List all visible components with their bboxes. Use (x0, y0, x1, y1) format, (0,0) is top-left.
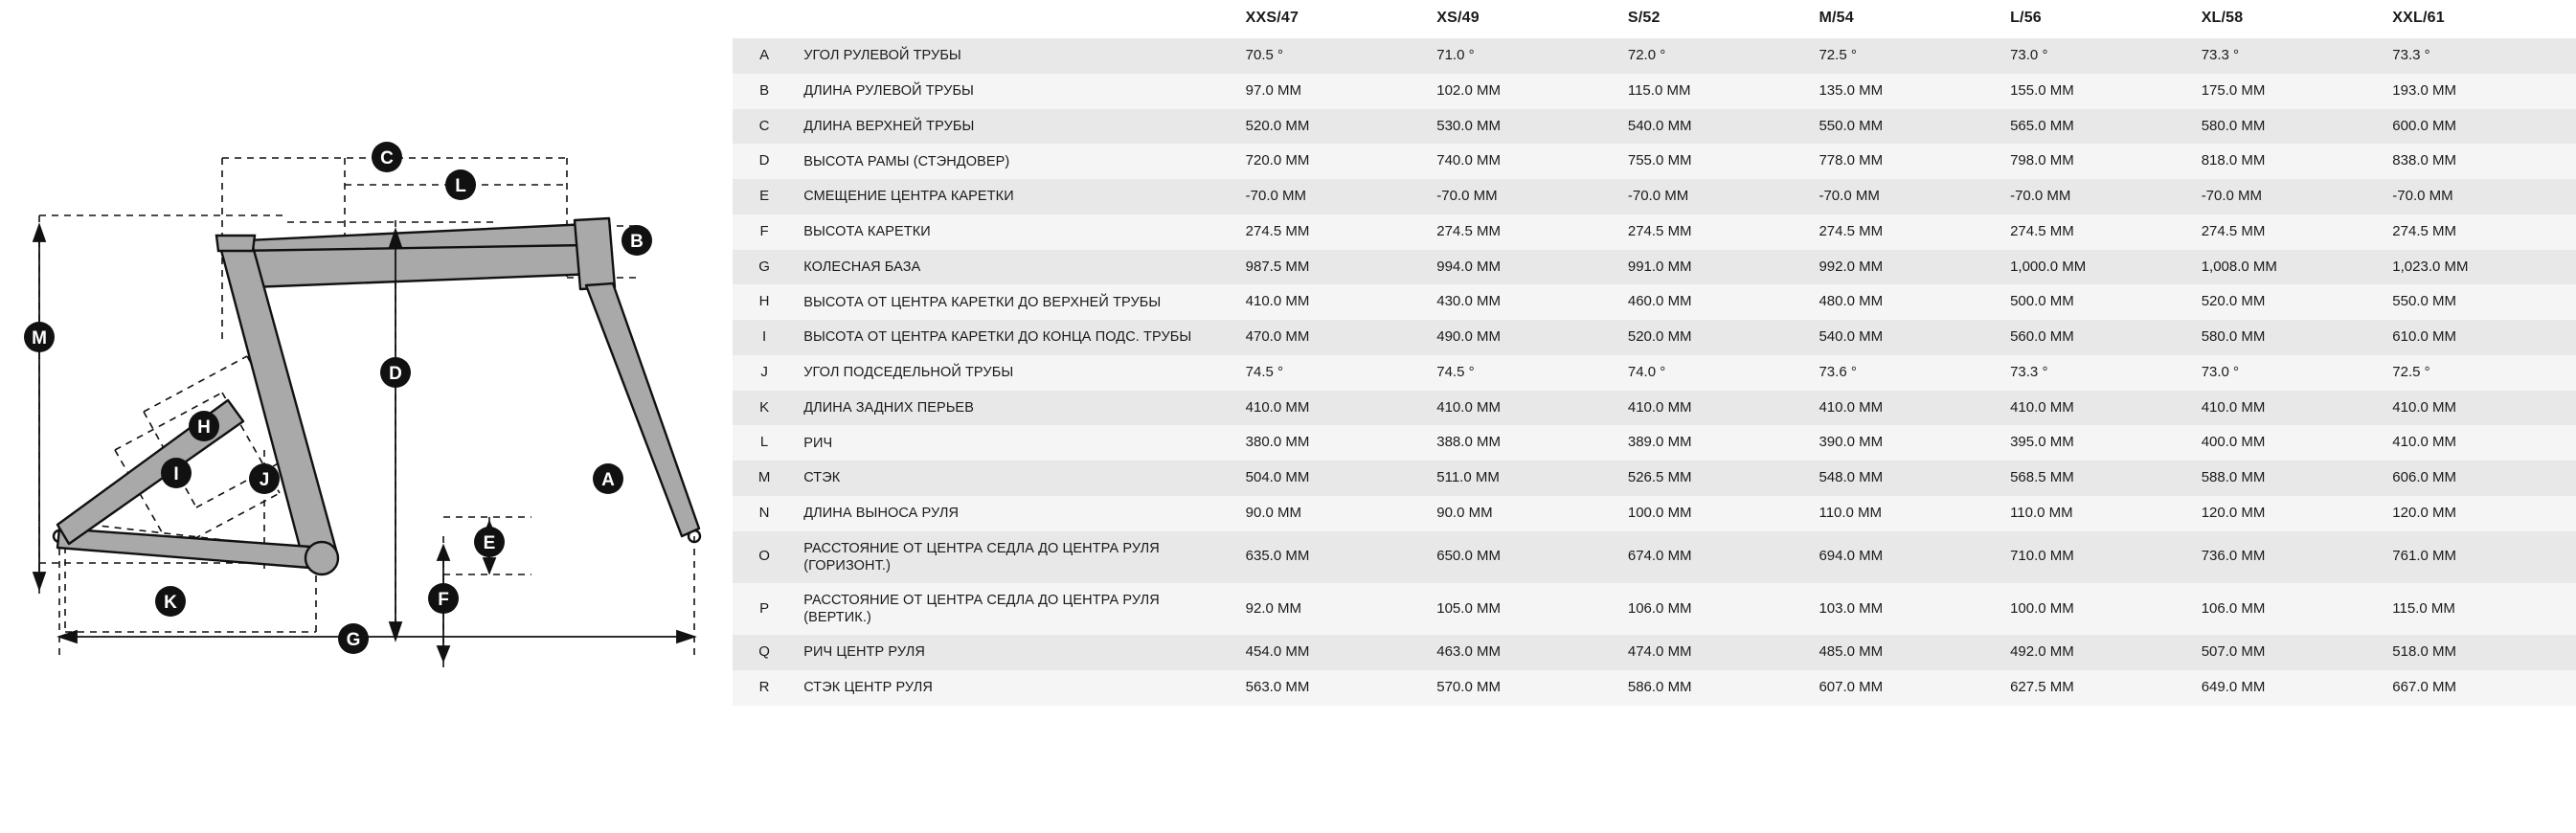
cell-l56: 565.0 ММ (2002, 109, 2194, 145)
table-body (733, 38, 2576, 706)
cell-xxl61: 120.0 ММ (2384, 496, 2576, 531)
table-row (733, 583, 2576, 635)
row-label: ВЫСОТА ОТ ЦЕНТРА КАРЕТКИ ДО КОНЦА ПОДС. ТРУБЫ (796, 320, 1237, 355)
table-row (733, 635, 2576, 670)
cell-xl58: 410.0 ММ (2194, 391, 2385, 426)
cell-xxl61: 838.0 ММ (2384, 144, 2576, 179)
badge-D (380, 357, 411, 388)
cell-xxs47: 470.0 ММ (1238, 320, 1430, 355)
cell-xs49: 388.0 ММ (1429, 425, 1620, 461)
badge-E (474, 527, 505, 557)
cell-xxl61: 274.5 ММ (2384, 214, 2576, 250)
cell-xxs47: 74.5 ° (1238, 355, 1430, 391)
cell-l56: 492.0 ММ (2002, 635, 2194, 670)
cell-xs49: 71.0 ° (1429, 38, 1620, 74)
cell-l56: 1,000.0 ММ (2002, 250, 2194, 285)
header-label (796, 0, 1237, 38)
cell-s52: 991.0 ММ (1620, 250, 1812, 285)
row-letter: K (733, 391, 796, 426)
row-label: ДЛИНА ВЕРХНЕЙ ТРУБЫ (796, 109, 1237, 145)
header-size-m54: M/54 (1811, 0, 2002, 38)
table-row (733, 531, 2576, 583)
row-label: СТЭК ЦЕНТР РУЛЯ (796, 670, 1237, 706)
row-letter: I (733, 320, 796, 355)
cell-xxs47: 274.5 ММ (1238, 214, 1430, 250)
badge-H (189, 411, 219, 441)
table-row (733, 320, 2576, 355)
cell-xxl61: 193.0 ММ (2384, 74, 2576, 109)
cell-l56: 410.0 ММ (2002, 391, 2194, 426)
svg-text:M: M (32, 328, 47, 349)
cell-xs49: 105.0 ММ (1429, 583, 1620, 635)
table-header (733, 0, 2576, 38)
frame-diagram-panel (0, 0, 733, 833)
frame-geometry-diagram (0, 0, 733, 833)
cell-m54: 480.0 ММ (1811, 284, 2002, 320)
cell-xl58: 106.0 ММ (2194, 583, 2385, 635)
cell-xxl61: 410.0 ММ (2384, 391, 2576, 426)
table-row (733, 284, 2576, 320)
cell-m54: 992.0 ММ (1811, 250, 2002, 285)
cell-m54: 548.0 ММ (1811, 461, 2002, 496)
cell-xxl61: 73.3 ° (2384, 38, 2576, 74)
cell-xl58: 649.0 ММ (2194, 670, 2385, 706)
cell-xxl61: 550.0 ММ (2384, 284, 2576, 320)
cell-xl58: 507.0 ММ (2194, 635, 2385, 670)
cell-xs49: -70.0 ММ (1429, 179, 1620, 214)
svg-text:D: D (389, 364, 402, 384)
svg-text:G: G (346, 630, 361, 650)
cell-m54: 778.0 ММ (1811, 144, 2002, 179)
cell-xl58: 175.0 ММ (2194, 74, 2385, 109)
cell-xl58: -70.0 ММ (2194, 179, 2385, 214)
row-letter: C (733, 109, 796, 145)
table-row (733, 355, 2576, 391)
cell-xl58: 274.5 ММ (2194, 214, 2385, 250)
cell-s52: 74.0 ° (1620, 355, 1812, 391)
cell-l56: 274.5 ММ (2002, 214, 2194, 250)
row-label: СТЭК (796, 461, 1237, 496)
row-letter: H (733, 284, 796, 320)
cell-xl58: 588.0 ММ (2194, 461, 2385, 496)
cell-xxl61: 610.0 ММ (2384, 320, 2576, 355)
cell-l56: 73.3 ° (2002, 355, 2194, 391)
cell-s52: 389.0 ММ (1620, 425, 1812, 461)
cell-xxl61: 1,023.0 ММ (2384, 250, 2576, 285)
row-label: ДЛИНА ЗАДНИХ ПЕРЬЕВ (796, 391, 1237, 426)
cell-xxs47: 97.0 ММ (1238, 74, 1430, 109)
svg-text:L: L (455, 176, 466, 196)
cell-xxs47: 635.0 ММ (1238, 531, 1430, 583)
row-label: РИЧ (796, 425, 1237, 461)
cell-xxl61: 600.0 ММ (2384, 109, 2576, 145)
cell-m54: -70.0 ММ (1811, 179, 2002, 214)
cell-l56: 568.5 ММ (2002, 461, 2194, 496)
cell-m54: 110.0 ММ (1811, 496, 2002, 531)
cell-l56: 798.0 ММ (2002, 144, 2194, 179)
badge-K (155, 586, 186, 617)
cell-l56: 627.5 ММ (2002, 670, 2194, 706)
header-row (733, 0, 2576, 38)
row-label: УГОЛ РУЛЕВОЙ ТРУБЫ (796, 38, 1237, 74)
row-letter: N (733, 496, 796, 531)
row-letter: Q (733, 635, 796, 670)
row-letter: E (733, 179, 796, 214)
cell-s52: 460.0 ММ (1620, 284, 1812, 320)
header-size-s52: S/52 (1620, 0, 1812, 38)
cell-l56: 110.0 ММ (2002, 496, 2194, 531)
cell-xxs47: 380.0 ММ (1238, 425, 1430, 461)
row-label: РИЧ ЦЕНТР РУЛЯ (796, 635, 1237, 670)
cell-s52: 674.0 ММ (1620, 531, 1812, 583)
row-letter: L (733, 425, 796, 461)
badge-M (24, 322, 55, 352)
table-row (733, 496, 2576, 531)
badge-I (161, 458, 192, 488)
cell-m54: 103.0 ММ (1811, 583, 2002, 635)
badge-C (372, 142, 402, 172)
row-label: ВЫСОТА РАМЫ (СТЭНДОВЕР) (796, 144, 1237, 179)
row-label: РАССТОЯНИЕ ОТ ЦЕНТРА СЕДЛА ДО ЦЕНТРА РУЛЯ (ВЕРТИК.) (796, 583, 1237, 635)
cell-xxl61: 606.0 ММ (2384, 461, 2576, 496)
cell-s52: 526.5 ММ (1620, 461, 1812, 496)
table-row (733, 214, 2576, 250)
badge-L (445, 169, 476, 200)
cell-xxs47: 90.0 ММ (1238, 496, 1430, 531)
table-row (733, 109, 2576, 145)
cell-s52: 586.0 ММ (1620, 670, 1812, 706)
geometry-table-panel (733, 0, 2576, 833)
frame-silhouette (57, 218, 699, 574)
cell-xl58: 520.0 ММ (2194, 284, 2385, 320)
cell-xxs47: 70.5 ° (1238, 38, 1430, 74)
cell-m54: 540.0 ММ (1811, 320, 2002, 355)
table-row (733, 38, 2576, 74)
cell-xxs47: 520.0 ММ (1238, 109, 1430, 145)
row-letter: R (733, 670, 796, 706)
cell-xs49: 463.0 ММ (1429, 635, 1620, 670)
cell-xl58: 120.0 ММ (2194, 496, 2385, 531)
svg-text:I: I (173, 464, 179, 484)
cell-l56: 100.0 ММ (2002, 583, 2194, 635)
cell-s52: 106.0 ММ (1620, 583, 1812, 635)
svg-text:J: J (259, 470, 270, 490)
header-size-xxl61: XXL/61 (2384, 0, 2576, 38)
table-row (733, 74, 2576, 109)
cell-xs49: 274.5 ММ (1429, 214, 1620, 250)
svg-text:B: B (630, 232, 644, 252)
svg-text:A: A (601, 470, 615, 490)
cell-xl58: 1,008.0 ММ (2194, 250, 2385, 285)
cell-m54: 694.0 ММ (1811, 531, 2002, 583)
cell-xs49: 430.0 ММ (1429, 284, 1620, 320)
cell-s52: 115.0 ММ (1620, 74, 1812, 109)
cell-xxs47: 92.0 ММ (1238, 583, 1430, 635)
cell-xxl61: 518.0 ММ (2384, 635, 2576, 670)
row-letter: F (733, 214, 796, 250)
row-label: ВЫСОТА КАРЕТКИ (796, 214, 1237, 250)
cell-l56: 155.0 ММ (2002, 74, 2194, 109)
cell-l56: -70.0 ММ (2002, 179, 2194, 214)
cell-xxl61: 410.0 ММ (2384, 425, 2576, 461)
table-row (733, 179, 2576, 214)
cell-m54: 73.6 ° (1811, 355, 2002, 391)
cell-xs49: 570.0 ММ (1429, 670, 1620, 706)
cell-s52: 410.0 ММ (1620, 391, 1812, 426)
cell-xxl61: 761.0 ММ (2384, 531, 2576, 583)
cell-s52: 274.5 ММ (1620, 214, 1812, 250)
cell-xxs47: -70.0 ММ (1238, 179, 1430, 214)
table-row (733, 425, 2576, 461)
svg-text:E: E (483, 533, 496, 553)
row-label: ВЫСОТА ОТ ЦЕНТРА КАРЕТКИ ДО ВЕРХНЕЙ ТРУБЫ (796, 284, 1237, 320)
table-row (733, 670, 2576, 706)
row-letter: D (733, 144, 796, 179)
cell-xxl61: 667.0 ММ (2384, 670, 2576, 706)
row-letter: O (733, 531, 796, 583)
cell-xs49: 74.5 ° (1429, 355, 1620, 391)
cell-xl58: 580.0 ММ (2194, 320, 2385, 355)
cell-m54: 410.0 ММ (1811, 391, 2002, 426)
row-label: УГОЛ ПОДСЕДЕЛЬНОЙ ТРУБЫ (796, 355, 1237, 391)
cell-l56: 73.0 ° (2002, 38, 2194, 74)
cell-l56: 560.0 ММ (2002, 320, 2194, 355)
cell-xs49: 490.0 ММ (1429, 320, 1620, 355)
cell-xxl61: 115.0 ММ (2384, 583, 2576, 635)
cell-xs49: 102.0 ММ (1429, 74, 1620, 109)
cell-xs49: 90.0 ММ (1429, 496, 1620, 531)
cell-xxs47: 563.0 ММ (1238, 670, 1430, 706)
row-letter: G (733, 250, 796, 285)
row-label: ДЛИНА РУЛЕВОЙ ТРУБЫ (796, 74, 1237, 109)
table-row (733, 144, 2576, 179)
cell-xxs47: 454.0 ММ (1238, 635, 1430, 670)
cell-m54: 550.0 ММ (1811, 109, 2002, 145)
row-letter: B (733, 74, 796, 109)
header-size-l56: L/56 (2002, 0, 2194, 38)
cell-l56: 710.0 ММ (2002, 531, 2194, 583)
cell-l56: 395.0 ММ (2002, 425, 2194, 461)
header-size-xxs47: XXS/47 (1238, 0, 1430, 38)
cell-m54: 485.0 ММ (1811, 635, 2002, 670)
geometry-table (733, 0, 2576, 706)
cell-m54: 135.0 ММ (1811, 74, 2002, 109)
cell-m54: 390.0 ММ (1811, 425, 2002, 461)
cell-xxs47: 410.0 ММ (1238, 284, 1430, 320)
cell-xl58: 736.0 ММ (2194, 531, 2385, 583)
cell-xs49: 740.0 ММ (1429, 144, 1620, 179)
table-row (733, 461, 2576, 496)
svg-text:H: H (197, 417, 211, 438)
badge-F (428, 583, 459, 614)
cell-xxs47: 410.0 ММ (1238, 391, 1430, 426)
cell-xs49: 511.0 ММ (1429, 461, 1620, 496)
cell-xxs47: 987.5 ММ (1238, 250, 1430, 285)
row-letter: M (733, 461, 796, 496)
cell-xl58: 580.0 ММ (2194, 109, 2385, 145)
cell-s52: -70.0 ММ (1620, 179, 1812, 214)
svg-text:K: K (164, 593, 177, 613)
cell-xs49: 994.0 ММ (1429, 250, 1620, 285)
cell-xxs47: 720.0 ММ (1238, 144, 1430, 179)
badge-G (338, 623, 369, 654)
row-letter: J (733, 355, 796, 391)
cell-xs49: 650.0 ММ (1429, 531, 1620, 583)
cell-l56: 500.0 ММ (2002, 284, 2194, 320)
cell-xl58: 73.0 ° (2194, 355, 2385, 391)
badge-A (593, 463, 623, 494)
cell-xl58: 400.0 ММ (2194, 425, 2385, 461)
cell-s52: 520.0 ММ (1620, 320, 1812, 355)
cell-xl58: 73.3 ° (2194, 38, 2385, 74)
svg-text:C: C (380, 148, 394, 169)
cell-s52: 540.0 ММ (1620, 109, 1812, 145)
cell-s52: 474.0 ММ (1620, 635, 1812, 670)
table-row (733, 391, 2576, 426)
cell-xl58: 818.0 ММ (2194, 144, 2385, 179)
table-row (733, 250, 2576, 285)
header-letter (733, 0, 796, 38)
cell-s52: 72.0 ° (1620, 38, 1812, 74)
cell-xxl61: 72.5 ° (2384, 355, 2576, 391)
row-label: РАССТОЯНИЕ ОТ ЦЕНТРА СЕДЛА ДО ЦЕНТРА РУЛЯ (ГОРИЗОНТ.) (796, 531, 1237, 583)
header-size-xs49: XS/49 (1429, 0, 1620, 38)
cell-s52: 755.0 ММ (1620, 144, 1812, 179)
cell-xxl61: -70.0 ММ (2384, 179, 2576, 214)
cell-m54: 72.5 ° (1811, 38, 2002, 74)
row-letter: A (733, 38, 796, 74)
header-size-xl58: XL/58 (2194, 0, 2385, 38)
cell-m54: 274.5 ММ (1811, 214, 2002, 250)
cell-xxs47: 504.0 ММ (1238, 461, 1430, 496)
row-letter: P (733, 583, 796, 635)
row-label: ДЛИНА ВЫНОСА РУЛЯ (796, 496, 1237, 531)
cell-xs49: 410.0 ММ (1429, 391, 1620, 426)
diagram-letter-badges (24, 142, 652, 654)
cell-m54: 607.0 ММ (1811, 670, 2002, 706)
cell-s52: 100.0 ММ (1620, 496, 1812, 531)
row-label: КОЛЕСНАЯ БАЗА (796, 250, 1237, 285)
row-label: СМЕЩЕНИЕ ЦЕНТРА КАРЕТКИ (796, 179, 1237, 214)
badge-J (249, 463, 280, 494)
cell-xs49: 530.0 ММ (1429, 109, 1620, 145)
svg-text:F: F (438, 590, 449, 610)
badge-B (621, 225, 652, 256)
